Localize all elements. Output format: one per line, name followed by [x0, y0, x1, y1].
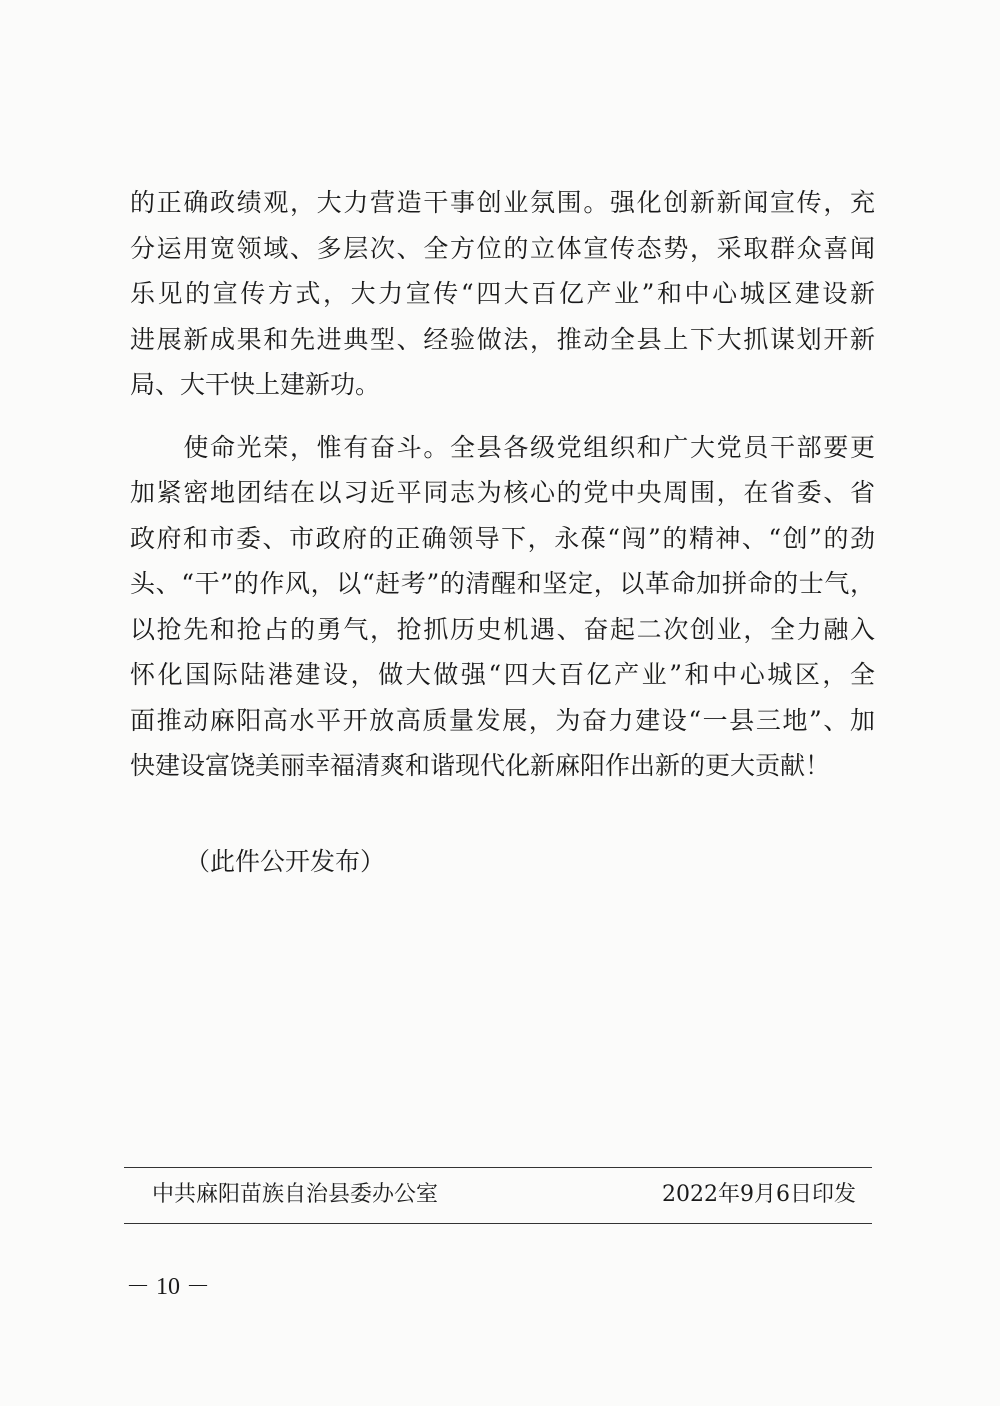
body-text — [130, 180, 875, 789]
paragraph-line: 快建设富饶美丽幸福清爽和谐现代化新麻阳作出新的更大贡献！ — [130, 751, 831, 780]
paragraph-line: 头、“干”的作风，以“赶考”的清醒和坚定，以革命加拼命的士气， — [130, 569, 875, 598]
paragraph-line: 加紧密地团结在以习近平同志为核心的党中央周围，在省委、省 — [130, 478, 875, 507]
issue-date: 2022年9月6日印发 — [662, 1182, 856, 1207]
paragraph-gap — [130, 408, 875, 425]
paragraph-line: 乐见的宣传方式，大力宣传“四大百亿产业”和中心城区建设新 — [130, 279, 875, 308]
paragraph-2 — [130, 425, 875, 789]
paragraph-line: 使命光荣，惟有奋斗。全县各级党组织和广大党员干部要更 — [130, 432, 875, 462]
paragraph-line: 进展新成果和先进典型、经验做法，推动全县上下大抓谋划开新 — [130, 324, 875, 354]
page-number: － 10 － — [126, 1274, 210, 1300]
public-release-notice: （此件公开发布） — [185, 847, 386, 876]
paragraph-line: 分运用宽领域、多层次、全方位的立体宣传态势，采取群众喜闻 — [130, 233, 875, 263]
paragraph-1 — [130, 180, 875, 408]
footer-bottom-rule — [124, 1223, 872, 1224]
paragraph-line: 面推动麻阳高水平开放高质量发展，为奋力建设“一县三地”、加 — [130, 705, 875, 735]
paragraph-line: 局、大干快上建新功。 — [130, 370, 381, 399]
paragraph-line: 政府和市委、市政府的正确领导下，永葆“闯”的精神、“创”的劲 — [130, 523, 875, 553]
paragraph-line: 怀化国际陆港建设，做大做强“四大百亿产业”和中心城区，全 — [130, 660, 875, 689]
issuer-name: 中共麻阳苗族自治县委办公室 — [152, 1182, 439, 1207]
paragraph-line: 的正确政绩观，大力营造干事创业氛围。强化创新新闻宣传，充 — [130, 188, 875, 217]
footer-top-rule — [124, 1167, 872, 1168]
paragraph-line: 以抢先和抢占的勇气，抢抓历史机遇、奋起二次创业，全力融入 — [130, 614, 875, 644]
